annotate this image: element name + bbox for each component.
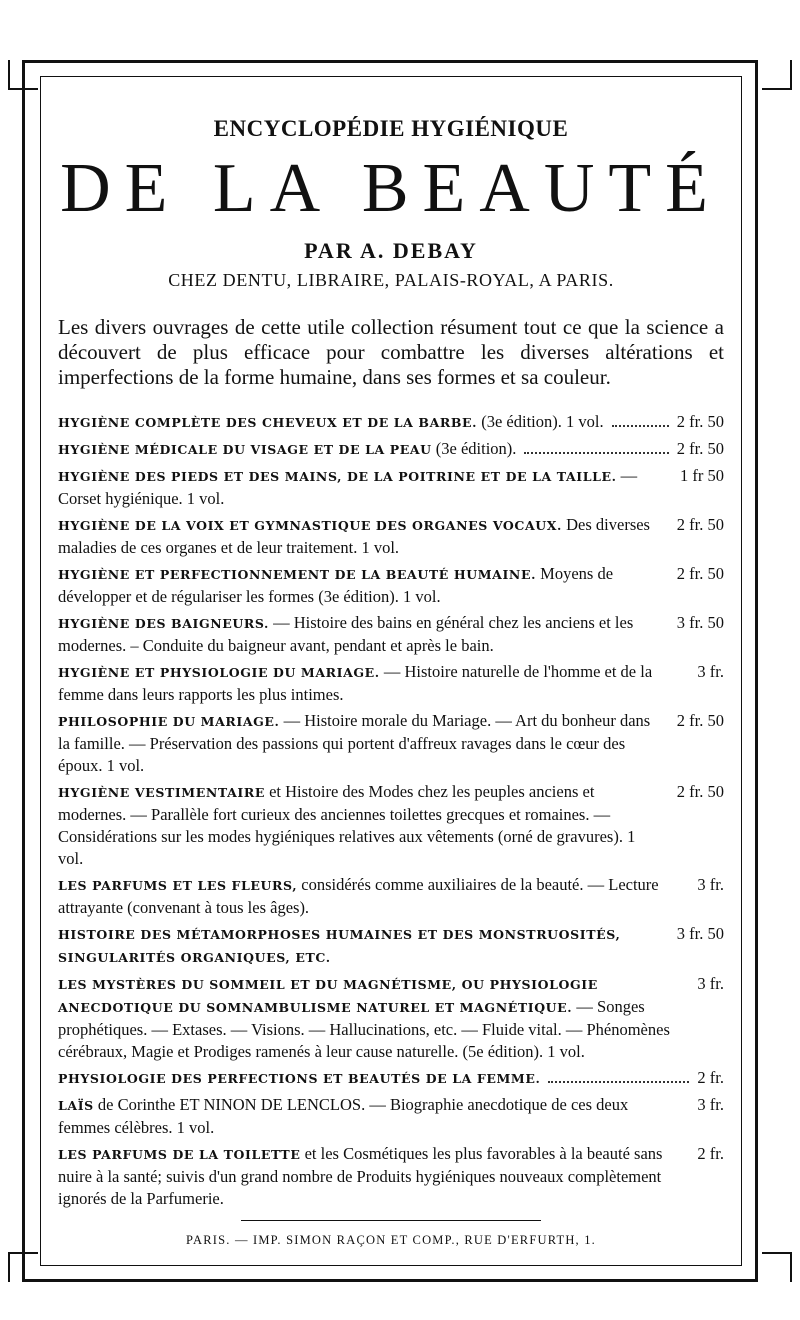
entry-description: Moyens de développer et de régulariser les formes (3e édition). 1 vol. bbox=[58, 564, 614, 606]
entry-title: HYGIÈNE DE LA VOIX ET GYMNASTIQUE DES ORGANES VOCAUX. bbox=[58, 518, 562, 533]
corner-ornament bbox=[8, 1252, 38, 1282]
catalogue-entry bbox=[58, 1143, 724, 1210]
entry-text bbox=[58, 1094, 681, 1139]
intro-paragraph: Les divers ouvrages de cette utile collection résument tout ce que la science a découvert de plus efficace pour combattre les diverses altérations et imperfections de la forme humaine, dans ses formes et sa couleur. bbox=[58, 315, 724, 389]
entry-row bbox=[58, 874, 724, 919]
catalogue-entry bbox=[58, 411, 724, 434]
catalogue-entry bbox=[58, 1067, 724, 1090]
entry-text bbox=[58, 514, 661, 559]
entry-description: considérés comme auxiliaires de la beauté. — Lecture attrayante (convenant à tous les âges). bbox=[58, 875, 659, 917]
entry-title: HYGIÈNE DES BAIGNEURS. bbox=[58, 616, 269, 631]
printer-imprint: PARIS. — IMP. SIMON RAÇON ET COMP., RUE D'ERFURTH, 1. bbox=[186, 1233, 596, 1247]
entry-title: HYGIÈNE DES PIEDS ET DES MAINS, DE LA POITRINE ET DE LA TAILLE. bbox=[58, 469, 617, 484]
catalogue-entry bbox=[58, 612, 724, 657]
corner-ornament bbox=[762, 1252, 792, 1282]
entry-text bbox=[58, 465, 664, 510]
entry-title: HISTOIRE DES MÉTAMORPHOSES HUMAINES ET DES MONSTRUOSITÉS, SINGULARITÉS ORGANIQUES, ETC. bbox=[58, 927, 621, 965]
entry-price: 3 fr. 50 bbox=[676, 924, 724, 943]
author-line: PAR A. DEBAY bbox=[304, 238, 478, 263]
entry-description: — Histoire morale du Mariage. — Art du bonheur dans la famille. — Préservation des passions qui portent d'affreux ravages dans le cœur des époux. 1 vol. bbox=[58, 711, 651, 775]
entry-description: — Corset hygiénique. 1 vol. bbox=[58, 466, 638, 508]
entry-row bbox=[58, 563, 724, 608]
corner-ornament bbox=[762, 60, 792, 90]
entry-text bbox=[58, 1067, 540, 1090]
entry-price: 2 fr. 50 bbox=[676, 564, 724, 583]
entry-text bbox=[58, 411, 604, 434]
entry-description: (3e édition). 1 vol. bbox=[481, 412, 604, 431]
corner-ornament bbox=[8, 60, 38, 90]
entry-row bbox=[58, 923, 724, 969]
catalogue-entry bbox=[58, 781, 724, 870]
entry-row bbox=[58, 973, 724, 1063]
entry-row bbox=[58, 710, 724, 777]
leader-dots bbox=[548, 1081, 689, 1083]
entry-description: — Histoire des bains en général chez les anciens et les modernes. – Conduite du baigneur avant, pendant et après le bain. bbox=[58, 613, 634, 655]
entry-price: 2 fr. bbox=[697, 1068, 724, 1087]
entry-row bbox=[58, 514, 724, 559]
catalogue-entry bbox=[58, 710, 724, 777]
entry-price: 2 fr. 50 bbox=[676, 711, 724, 730]
catalogue-entry bbox=[58, 923, 724, 969]
entry-row bbox=[58, 465, 724, 510]
entry-description: de Corinthe ET NINON DE LENCLOS. — Biographie anecdotique de ces deux femmes célèbres. 1 vol. bbox=[58, 1095, 629, 1137]
leader-dots bbox=[524, 452, 668, 454]
entry-title: LAÏS bbox=[58, 1098, 94, 1113]
entry-title: HYGIÈNE VESTIMENTAIRE bbox=[58, 785, 265, 800]
entry-price: 1 fr 50 bbox=[680, 466, 724, 485]
entry-row bbox=[58, 661, 724, 706]
entry-description: et Histoire des Modes chez les peuples anciens et modernes. — Parallèle fort curieux des anciennes toilettes grecques et romaines. — Considérations sur les modes hygiéniques relatives aux vêtements (orné de gravures). 1 vol. bbox=[58, 782, 636, 868]
catalogue-entry bbox=[58, 514, 724, 559]
entry-row bbox=[58, 1094, 724, 1139]
entry-title: LES PARFUMS DE LA TOILETTE bbox=[58, 1147, 301, 1162]
entry-title: HYGIÈNE COMPLÈTE DES CHEVEUX ET DE LA BARBE. bbox=[58, 415, 478, 430]
catalogue-entry bbox=[58, 438, 724, 461]
page-content bbox=[58, 108, 724, 1248]
entry-price: 2 fr. bbox=[697, 1144, 724, 1163]
entry-price: 3 fr. bbox=[697, 1095, 724, 1114]
entry-price: 3 fr. bbox=[697, 875, 724, 894]
main-title: DE LA BEAUTÉ bbox=[60, 150, 722, 227]
entry-description: et les Cosmétiques les plus favorables à la beauté sans nuire à la santé; suivis d'un grand nombre de Produits hygiéniques nouveaux complètement ignorés de la Parfumerie. bbox=[58, 1144, 663, 1208]
entry-price: 2 fr. 50 bbox=[676, 412, 724, 431]
entry-row bbox=[58, 411, 724, 434]
entry-description: (3e édition). bbox=[435, 439, 517, 458]
entry-price: 3 fr. bbox=[697, 662, 724, 681]
entry-text bbox=[58, 874, 681, 919]
publisher-line: CHEZ DENTU, LIBRAIRE, PALAIS-ROYAL, A PARIS. bbox=[168, 270, 614, 290]
entry-price: 2 fr. 50 bbox=[676, 439, 724, 458]
footer-divider bbox=[241, 1220, 541, 1221]
entry-title: PHYSIOLOGIE DES PERFECTIONS ET BEAUTÉS DE LA FEMME. bbox=[58, 1071, 541, 1086]
catalogue-list bbox=[58, 411, 724, 1210]
entry-row bbox=[58, 1067, 724, 1090]
entry-title: LES MYSTÈRES DU SOMMEIL ET DU MAGNÉTISME, OU PHYSIOLOGIE ANECDOTIQUE DU SOMNAMBULISME NATUREL ET MAGNÉTIQUE. bbox=[58, 977, 598, 1015]
entry-title: HYGIÈNE MÉDICALE DU VISAGE ET DE LA PEAU bbox=[58, 442, 432, 457]
catalogue-entry bbox=[58, 465, 724, 510]
entry-price: 2 fr. 50 bbox=[676, 782, 724, 801]
entry-row bbox=[58, 438, 724, 461]
entry-text bbox=[58, 973, 681, 1063]
entry-title: LES PARFUMS ET LES FLEURS, bbox=[58, 878, 298, 893]
entry-price: 2 fr. 50 bbox=[676, 515, 724, 534]
series-title: ENCYCLOPÉDIE HYGIÉNIQUE bbox=[213, 116, 569, 141]
entry-text bbox=[58, 710, 661, 777]
entry-description: — Histoire naturelle de l'homme et de la femme dans leurs rapports les plus intimes. bbox=[58, 662, 653, 704]
catalogue-entry bbox=[58, 661, 724, 706]
entry-text bbox=[58, 661, 681, 706]
entry-title: HYGIÈNE ET PERFECTIONNEMENT DE LA BEAUTÉ HUMAINE. bbox=[58, 567, 537, 582]
entry-description: — Songes prophétiques. — Extases. — Visions. — Hallucinations, etc. — Fluide vital. — Phénomènes cérébraux, Magie et Prodiges ramenés à leur cause naturelle. (5e édition). 1 vol. bbox=[58, 997, 670, 1061]
catalogue-entry bbox=[58, 1094, 724, 1139]
entry-text bbox=[58, 563, 661, 608]
entry-row bbox=[58, 1143, 724, 1210]
catalogue-entry bbox=[58, 973, 724, 1063]
entry-price: 3 fr. 50 bbox=[676, 613, 724, 632]
entry-title: PHILOSOPHIE DU MARIAGE. bbox=[58, 714, 280, 729]
leader-dots bbox=[612, 425, 669, 427]
entry-title: HYGIÈNE ET PHYSIOLOGIE DU MARIAGE. bbox=[58, 665, 380, 680]
entry-row bbox=[58, 612, 724, 657]
entry-text bbox=[58, 923, 661, 969]
entry-description: Des diverses maladies de ces organes et de leur traitement. 1 vol. bbox=[58, 515, 650, 557]
entry-text bbox=[58, 612, 661, 657]
catalogue-entry bbox=[58, 874, 724, 919]
entry-text bbox=[58, 781, 661, 870]
entry-row bbox=[58, 781, 724, 870]
entry-text bbox=[58, 438, 516, 461]
entry-text bbox=[58, 1143, 681, 1210]
entry-price: 3 fr. bbox=[697, 974, 724, 993]
catalogue-entry bbox=[58, 563, 724, 608]
